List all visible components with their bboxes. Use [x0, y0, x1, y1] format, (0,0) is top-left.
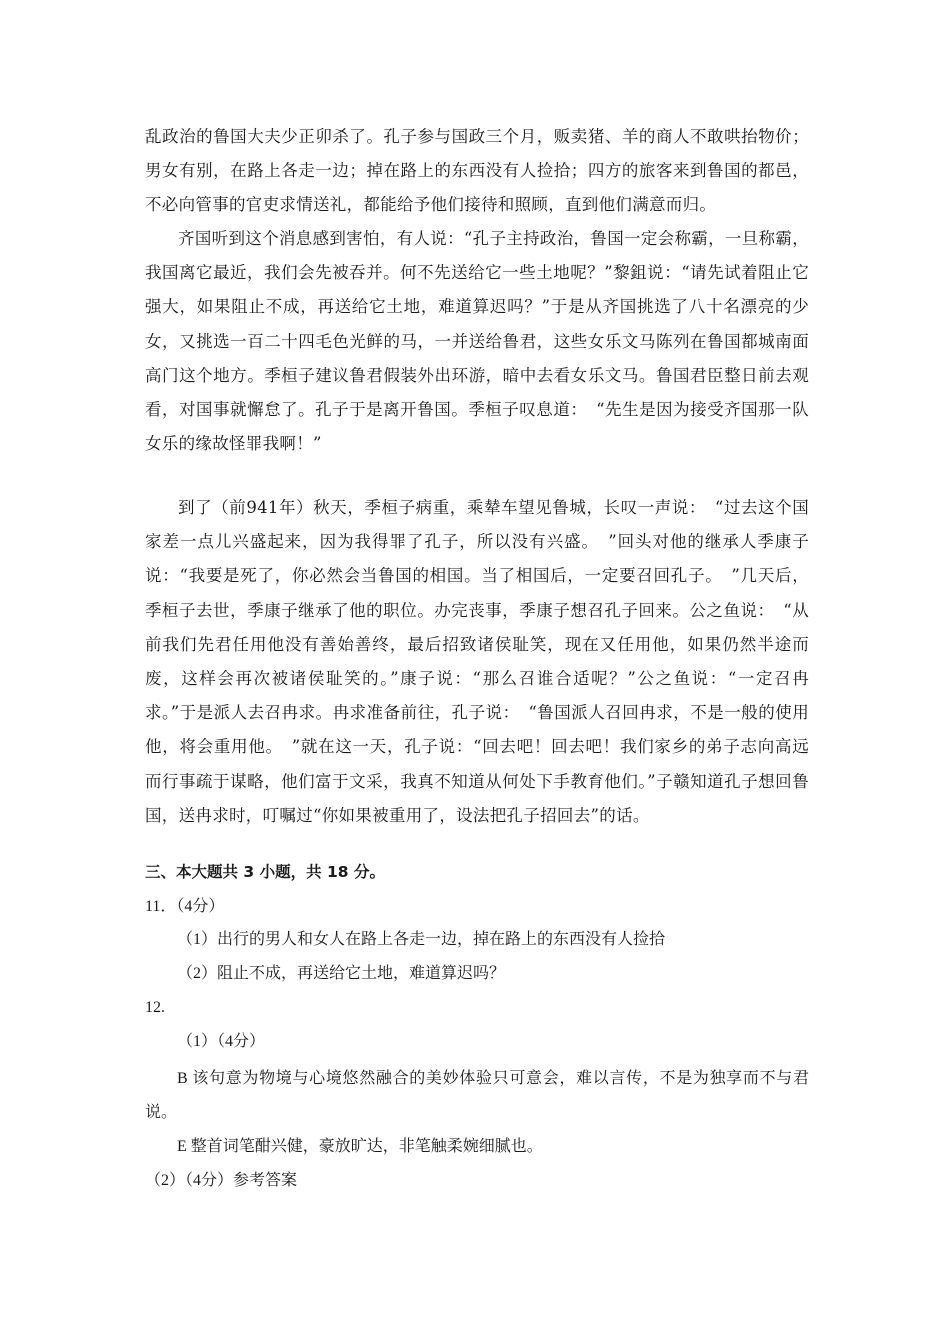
question-11-answer-2: （2）阻止不成，再送给它土地，难道算迟吗？: [177, 965, 506, 982]
question-11-label: 11．（4分）: [145, 898, 225, 915]
passage-paragraph-2: 齐国听到这个消息感到害怕，有人说：“孔子主持政治，鲁国一定会称霸，一旦称霸，我国离它最近，我们会先被吞并。何不先送给它一些土地呢？”黎鉏说：“请先试着阻止它强大，如果阻止不成，再送给它土地，难道算迟吗？”于是从齐国挑选了八十名漂亮的少女，又挑选一百二十四毛色光鲜的马，一并送给鲁君，这些女乐文马陈列在鲁国都城南面高门这个地方。季桓子建议鲁君假装外出环游，暗中去看女乐文马。鲁国君臣整日前去观看，对国事就懈怠了。孔子于是离开鲁国。季桓子叹息道： “先生是因为接受齐国那一队女乐的缘故怪罪我啊！”: [145, 229, 809, 454]
passage-paragraph-3: 到了（前941年）秋天，季桓子病重，乘辇车望见鲁城，长叹一声说： “过去这个国家差一点儿兴盛起来，因为我得罪了孔子，所以没有兴盛。 ”回头对他的继承人季康子说：“我要是死了，你必然会当鲁国的相国。当了相国后，一定要召回孔子。 ”几天后，季桓子去世，季康子继承了他的职位。办完丧事，季康子想召孔子回来。公之鱼说： “从前我们先君任用他没有善始善终，最后招致诸侯耻笑，现在又任用他，如果仍然半途而废，这样会再次被诸侯耻笑的。”康子说：“那么召谁合适呢？”公之鱼说：“一定召冉求。”于是派人去召冉求。冉求准备前往，孔子说： “鲁国派人召回冉求，不是一般的使用他，将会重用他。 ”就在这一天，孔子说：“回去吧！回去吧！我们家乡的弟子志向高远而行事疏于谋略，他们富于文采，我真不知道从何处下手教育他们。”子赣知道孔子想回鲁国，送冉求时，叮嘱过“你如果被重用了，设法把孔子招回去”的话。: [145, 498, 809, 825]
question-12-sub-1: （1）（4分）: [177, 1033, 266, 1050]
question-12-label: 12.: [145, 999, 165, 1016]
question-11-answer-1: （1）出行的男人和女人在路上各走一边，掉在路上的东西没有人捡拾: [177, 931, 666, 948]
passage-paragraph-1: 乱政治的鲁国大夫少正卯杀了。孔子参与国政三个月，贩卖猪、羊的商人不敢哄抬物价；男女有别，在路上各走一边；掉在路上的东西没有人捡拾；四方的旅客来到鲁国的都邑，不必向管事的官吏求情送礼，都能给予他们接待和照顾，直到他们满意而归。: [145, 127, 809, 215]
question-12-answer-e: E 整首词笔酣兴健，豪放旷达，非笔触柔婉细腻也。: [177, 1138, 543, 1155]
question-12-sub-2: （2）（4分）参考答案: [145, 1172, 298, 1189]
question-12-answer-b: B 该句意为物境与心境悠然融合的美妙体验只可意会，难以言传，不是为独享而不与君说。: [145, 1070, 809, 1121]
section-title: 三、本大题共 3 小题，共 18 分。: [145, 863, 385, 881]
